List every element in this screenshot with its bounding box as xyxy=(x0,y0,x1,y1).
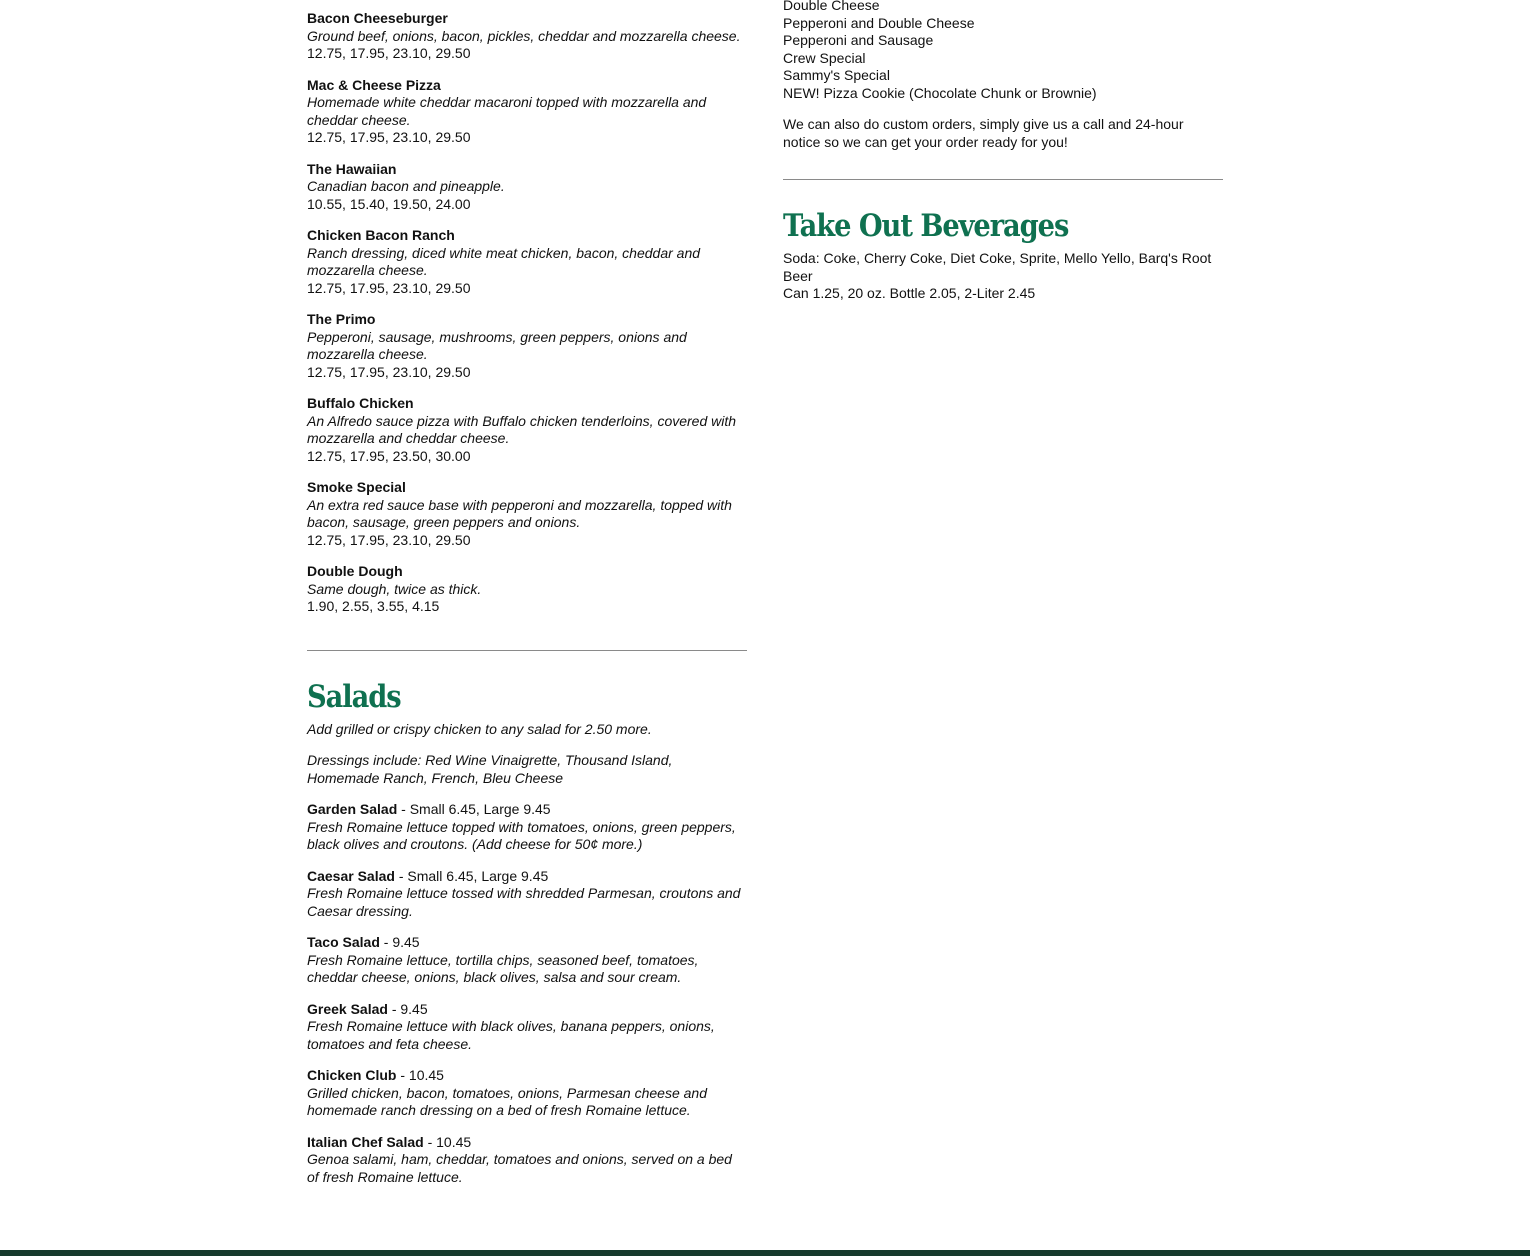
pizza-prices: 12.75, 17.95, 23.10, 29.50 xyxy=(307,45,471,61)
pizza-description: Ground beef, onions, bacon, pickles, cheddar and mozzarella cheese. xyxy=(307,27,741,44)
pizza-prices: 12.75, 17.95, 23.50, 30.00 xyxy=(307,447,471,464)
salad-name: Taco Salad xyxy=(307,934,380,950)
salad-item xyxy=(307,1134,747,1187)
salad-name: Greek Salad xyxy=(307,1000,388,1017)
pizza-name: The Primo xyxy=(307,311,376,327)
salad-name: Garden Salad xyxy=(307,801,398,817)
footer-bar xyxy=(0,1250,1530,1256)
section-divider xyxy=(307,650,747,651)
beverages-heading: Take Out Beverages xyxy=(783,208,1069,244)
pizza-description: Pepperoni, sausage, mushrooms, green peppers, onions and mozzarella cheese. xyxy=(307,328,687,362)
salads-heading: Salads xyxy=(307,678,401,715)
pizza-item xyxy=(307,10,747,63)
salad-dressings-note: Dressings include: Red Wine Vinaigrette, Thousand Island, Homemade Ranch, French, Bleu Cheese xyxy=(307,752,673,786)
salad-item xyxy=(307,934,747,987)
right-column xyxy=(783,0,1223,303)
pizza-description: An Alfredo sauce pizza with Buffalo chicken tenderloins, covered with mozzarella and cheddar cheese. xyxy=(307,412,737,446)
pizza-name: Chicken Bacon Ranch xyxy=(307,227,455,243)
salad-price: - 10.45 xyxy=(423,1133,472,1150)
salad-item xyxy=(307,1067,747,1120)
salad-price: - Small 6.45, Large 9.45 xyxy=(394,867,549,884)
pizza-item xyxy=(307,227,747,297)
pizza-prices: 10.55, 15.40, 19.50, 24.00 xyxy=(307,195,471,212)
pizza-name: Double Dough xyxy=(307,563,403,579)
pizza-prices: 12.75, 17.95, 23.10, 29.50 xyxy=(307,129,471,145)
beverage-sizes: Can 1.25, 20 oz. Bottle 2.05, 2-Liter 2.45 xyxy=(783,285,1036,301)
salad-description: Fresh Romaine lettuce tossed with shredded Parmesan, croutons and Caesar dressing. xyxy=(307,885,741,919)
kit-item: Pepperoni and Double Cheese xyxy=(783,14,975,31)
salad-description: Fresh Romaine lettuce, tortilla chips, seasoned beef, tomatoes, cheddar cheese, onions, black olives, salsa and sour cream. xyxy=(307,951,699,985)
salad-description: Genoa salami, ham, cheddar, tomatoes and onions, served on a bed of fresh Romaine lettuce. xyxy=(307,1151,732,1185)
salad-item xyxy=(307,868,747,921)
kit-item: Crew Special xyxy=(783,49,866,66)
left-column xyxy=(307,10,747,1200)
section-divider xyxy=(783,179,1223,180)
pizza-prices: 1.90, 2.55, 3.55, 4.15 xyxy=(307,598,440,614)
custom-order-note: We can also do custom orders, simply give us a call and 24-hour notice so we can get your order ready for you! xyxy=(783,116,1184,150)
pizza-description: Same dough, twice as thick. xyxy=(307,580,482,597)
soda-list: Soda: Coke, Cherry Coke, Diet Coke, Sprite, Mello Yello, Barq's Root Beer xyxy=(783,250,1212,284)
salad-name: Italian Chef Salad xyxy=(307,1133,424,1150)
pizza-description: Ranch dressing, diced white meat chicken, bacon, cheddar and mozzarella cheese. xyxy=(307,244,701,278)
salad-name: Chicken Club xyxy=(307,1067,397,1083)
salad-item xyxy=(307,801,747,854)
salad-description: Fresh Romaine lettuce topped with tomatoes, onions, green peppers, black olives and croutons. (Add cheese for 50¢ more.) xyxy=(307,818,736,852)
pizza-name: Mac & Cheese Pizza xyxy=(307,76,441,93)
kit-item: NEW! Pizza Cookie (Chocolate Chunk or Brownie) xyxy=(783,84,1097,101)
pizza-item xyxy=(307,563,747,616)
pizza-prices: 12.75, 17.95, 23.10, 29.50 xyxy=(307,279,471,296)
salad-chicken-note: Add grilled or crispy chicken to any salad for 2.50 more. xyxy=(307,720,652,737)
kit-item: Double Cheese xyxy=(783,0,880,13)
pizza-prices: 12.75, 17.95, 23.10, 29.50 xyxy=(307,531,471,548)
salad-description: Grilled chicken, bacon, tomatoes, onions, Parmesan cheese and homemade ranch dressing on a bed of fresh Romaine lettuce. xyxy=(307,1084,708,1118)
pizza-name: Smoke Special xyxy=(307,479,406,495)
pizza-name: Buffalo Chicken xyxy=(307,395,414,411)
salad-price: - 10.45 xyxy=(396,1067,444,1083)
pizza-item xyxy=(307,479,747,549)
pizza-description: An extra red sauce base with pepperoni and mozzarella, topped with bacon, sausage, green peppers and onions. xyxy=(307,496,732,530)
kit-list xyxy=(783,0,1223,102)
pizza-name: The Hawaiian xyxy=(307,160,397,177)
kit-item: Sammy's Special xyxy=(783,67,890,83)
pizza-item xyxy=(307,161,747,214)
pizza-description: Homemade white cheddar macaroni topped with mozzarella and cheddar cheese. xyxy=(307,94,707,128)
pizza-item xyxy=(307,77,747,147)
salad-name: Caesar Salad xyxy=(307,867,395,884)
pizza-name: Bacon Cheeseburger xyxy=(307,10,448,26)
pizza-item xyxy=(307,395,747,465)
kit-item: Pepperoni and Sausage xyxy=(783,32,934,48)
salad-price: - 9.45 xyxy=(387,1000,428,1017)
pizza-prices: 12.75, 17.95, 23.10, 29.50 xyxy=(307,363,471,380)
salad-price: - Small 6.45, Large 9.45 xyxy=(397,801,551,817)
salad-price: - 9.45 xyxy=(379,934,420,950)
pizza-item xyxy=(307,311,747,381)
pizza-description: Canadian bacon and pineapple. xyxy=(307,178,505,194)
salad-description: Fresh Romaine lettuce with black olives, banana peppers, onions, tomatoes and feta cheese. xyxy=(307,1018,715,1052)
salad-item xyxy=(307,1001,747,1054)
